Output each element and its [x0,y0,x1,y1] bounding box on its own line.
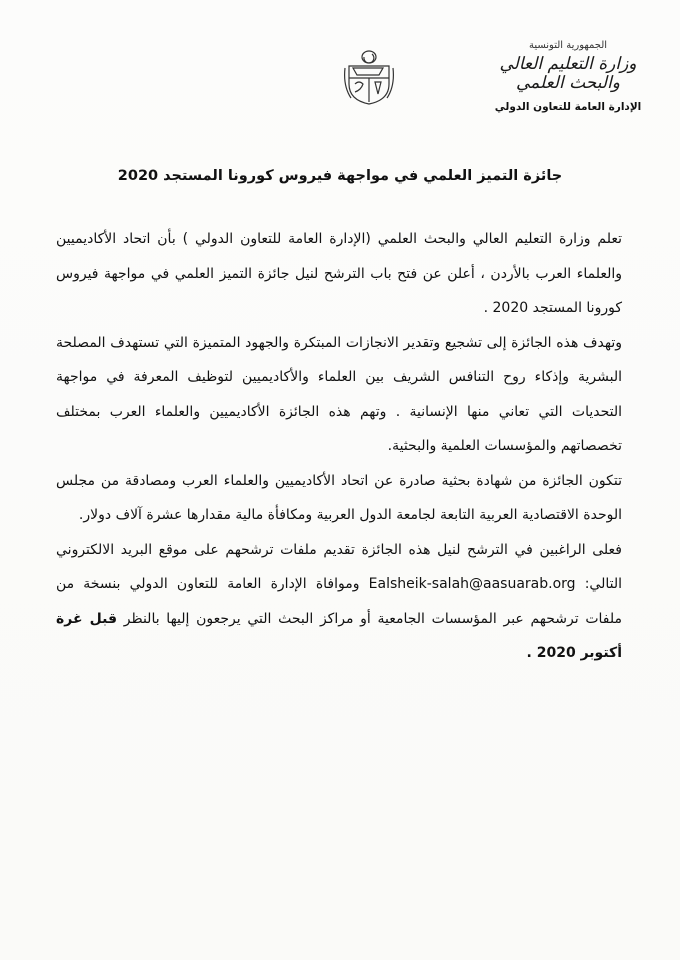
letterhead-ministry-line1: وزارة التعليم العالي [499,54,637,74]
document-body [56,222,622,671]
deadline-text: قبل غرة أكتوبر 2020 . [56,610,622,661]
letterhead [488,40,648,113]
application-text-1: فعلى الراغبين في الترشح لنيل هذه الجائزة تقديم ملفات ترشحهم على موقع البريد الالكتروني التالي: [56,541,623,592]
tunisia-coat-of-arms-icon [343,48,395,106]
paragraph-award-components: تتكون الجائزة من شهادة بحثية صادرة عن اتحاد الأكاديميين والعلماء العرب ومصادقة من مجلس الوحدة الاقتصادية العربية التابعة لجامعة الدول العربية ومكافأة مالية مقدارها عشرة آلاف دولار. [56,472,622,523]
paragraph-announcement: تعلم وزارة التعليم العالي والبحث العلمي (الإدارة العامة للتعاون الدولي ) بأن اتحاد الأكاديميين والعلماء العرب بالأردن ، أعلن عن فتح باب الترشح لنيل جائزة التميز العلمي في مواجهة فيروس كورونا المستجد 2020 . [56,231,622,316]
letterhead-ministry-line2: والبحث العلمي [515,73,621,93]
paragraph-objectives: وتهدف هذه الجائزة إلى تشجيع وتقدير الانجازات المبتكرة والجهود المتميزة التي تستهدف المصلحة البشرية وإذكاء روح التنافس الشريف بين العلماء والأكاديميين لتوظيف المعرفة في مواجهة التحديات التي تعاني منها الإنسانية . وتهم هذه الجائزة الأكاديميين والعلماء العرب بمختلف تخصصاتهم والمؤسسات العلمية والبحثية. [56,334,622,454]
letterhead-ministry [488,55,648,93]
letterhead-directorate: الإدارة العامة للتعاون الدولي [494,101,642,113]
letterhead-republic: الجمهورية التونسية [528,40,608,51]
paragraph-application [56,533,622,671]
contact-email[interactable]: Ealsheik-salah@aasuarab.org [368,576,576,592]
application-text-2: وموافاة الإدارة العامة للتعاون الدولي بنسخة من ملفات ترشحهم عبر المؤسسات الجامعية أو مراكز البحث التي يرجعون إليها بالنظر [56,576,622,627]
document-title: جائزة التميز العلمي في مواجهة فيروس كورونا المستجد 2020 [117,168,563,184]
